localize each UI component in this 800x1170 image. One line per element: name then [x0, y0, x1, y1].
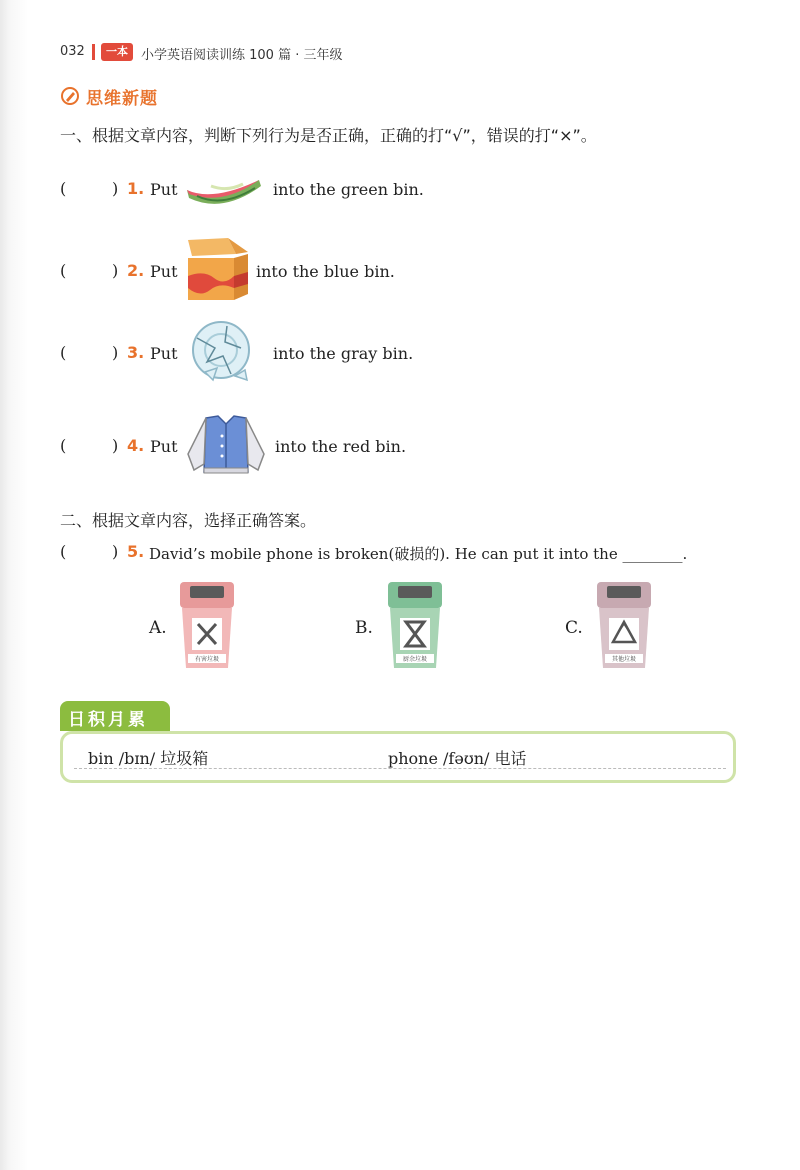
option-letter[interactable]: A.	[149, 618, 167, 638]
question-number: 1.	[127, 179, 145, 198]
page-number: 032	[60, 44, 85, 59]
watermelon-rind-icon	[183, 176, 263, 210]
question-text-before: Put	[150, 437, 178, 456]
answer-blank-close: )	[112, 436, 119, 455]
vocab-item-phone: phone /fəʊn/ 电话	[388, 749, 527, 768]
part2-instruction: 二、根据文章内容，选择正确答案。	[60, 511, 317, 530]
vocab-divider	[74, 768, 726, 769]
question-text-before: Put	[150, 262, 178, 281]
hazardous-bin-icon[interactable]	[176, 580, 238, 672]
question-number: 5.	[127, 542, 145, 561]
answer-blank-close: )	[112, 343, 119, 362]
vocab-title: 日积月累	[68, 710, 148, 730]
question-text: David’s mobile phone is broken(破损的). He can put it into the ________.	[149, 545, 688, 563]
broken-plate-icon	[187, 318, 257, 386]
section-title: 思维新题	[86, 89, 158, 109]
bin-label: 有害垃圾	[194, 656, 220, 663]
answer-blank[interactable]: (	[60, 542, 67, 561]
answer-blank[interactable]: (	[60, 261, 67, 280]
question-text-after: into the red bin.	[275, 437, 407, 456]
question-text-after: into the green bin.	[273, 180, 424, 199]
pencil-swirl-icon	[60, 86, 80, 106]
cardboard-box-icon	[184, 236, 250, 304]
question-text-after: into the blue bin.	[256, 262, 395, 281]
publisher-logo: 一本	[101, 43, 133, 61]
other-waste-bin-icon[interactable]	[593, 580, 655, 672]
book-title: 小学英语阅读训练 100 篇 · 三年级	[141, 48, 343, 63]
part1-instruction: 一、根据文章内容，判断下列行为是否正确，正确的打“√”，错误的打“×”。	[60, 126, 597, 145]
answer-blank-close: )	[112, 261, 119, 280]
answer-blank[interactable]: (	[60, 179, 67, 198]
question-number: 4.	[127, 436, 145, 455]
option-letter[interactable]: B.	[355, 618, 373, 638]
option-letter[interactable]: C.	[565, 618, 583, 638]
kitchen-waste-bin-icon[interactable]	[384, 580, 446, 672]
bin-label: 其他垃圾	[611, 656, 637, 663]
answer-blank[interactable]: (	[60, 343, 67, 362]
vocab-item-bin: bin /bɪn/ 垃圾箱	[88, 749, 209, 768]
question-number: 3.	[127, 343, 145, 362]
header-divider	[92, 44, 95, 60]
answer-blank[interactable]: (	[60, 436, 67, 455]
question-text-after: into the gray bin.	[273, 344, 414, 363]
jacket-icon	[184, 414, 268, 476]
question-number: 2.	[127, 261, 145, 280]
answer-blank-close: )	[112, 179, 119, 198]
bin-label: 厨余垃圾	[402, 656, 428, 663]
answer-blank-close: )	[112, 542, 119, 561]
question-text-before: Put	[150, 344, 178, 363]
question-text-before: Put	[150, 180, 178, 199]
